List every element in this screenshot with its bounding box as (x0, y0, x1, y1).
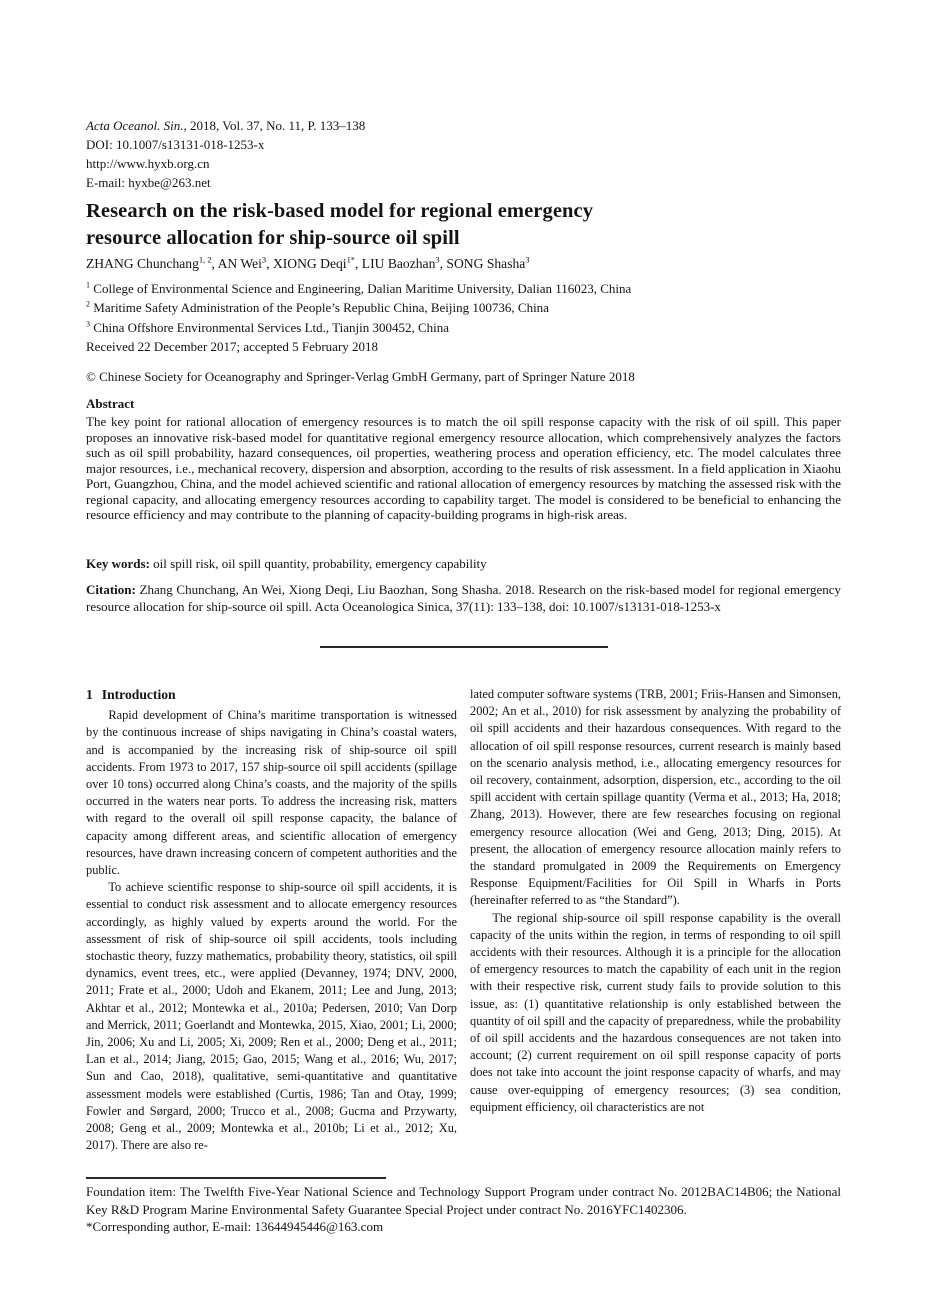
author-affil-sup: 1* (346, 254, 355, 265)
author-name: LIU Baozhan (361, 256, 436, 271)
copyright-line: © Chinese Society for Oceanography and Springer-Verlag GmbH Germany, part of Springer Nature 2018 (86, 369, 635, 384)
title-line-2: resource allocation for ship-source oil spill (86, 227, 460, 249)
journal-email: E-mail: hyxbe@263.net (86, 175, 211, 190)
title-line-1: Research on the risk-based model for regional emergency (86, 200, 594, 222)
journal-volume-line (86, 116, 841, 135)
author-separator: , (211, 256, 218, 271)
footnote-block (86, 1183, 841, 1236)
right-column (470, 686, 841, 1177)
author-name: XIONG Deqi (272, 256, 347, 271)
paragraph: The regional ship-source oil spill response capability is the overall capacity of the units within the region, in terms of responding to oil spill accidents with their resources. Although it is a principle for the allocation of emergency resources to match the capability of each unit in the region with their respective risk, current study fails to provide solution to this issue, as: (1) quantitative relationship is only established between the quantity of oil spill and the capacity of preparedness, while the probability of oil spill accidents and the hazardous consequences are not taken into account; (2) current requirement on oil spill response capacity of ports does not take into account the joint response capacity of wharfs, and may cause over-equipping of emergency resources; (3) sea condition, equipment efficiency, oil characteristics are not (470, 910, 841, 1114)
affiliation-line (86, 279, 841, 298)
author (446, 256, 529, 271)
volume-info: , 2018, Vol. 37, No. 11, P. 133–138 (183, 118, 366, 133)
author-affil-sup: 3 (525, 254, 530, 265)
section-divider (320, 646, 608, 648)
doi-line: DOI: 10.1007/s13131-018-1253-x (86, 137, 265, 152)
citation-text: Zhang Chunchang, An Wei, Xiong Deqi, Liu Baozhan, Song Shasha. 2018. Research on the risk-based model for regional emergency resource allocation for ship-source oil spill. Acta Oceanologica Sinica, 37(11): 133–138, doi: 10.1007/s13131-018-1253-x (86, 582, 841, 614)
keywords-label: Key words: (86, 556, 150, 571)
author (218, 256, 273, 271)
affiliation-line (86, 318, 841, 337)
author (362, 256, 447, 271)
author-affil-sup: 3 (261, 254, 267, 265)
affiliation-sup: 3 (86, 319, 91, 329)
left-column (86, 686, 457, 1177)
author-name: AN Wei (217, 256, 262, 271)
corresponding-author: *Corresponding author, E-mail: 13644945446@163.com (86, 1219, 384, 1234)
article-body (86, 686, 841, 1177)
journal-name: Acta Oceanol. Sin. (86, 118, 184, 133)
paragraph: Rapid development of China’s maritime transportation is witnessed by the continuous increase of ships navigating in China’s coastal waters, and is accompanied by the increasing risk of ship-source oil spill accidents. From 1973 to 2017, 157 ship-source oil spill accidents (spillage over 10 tons) occurred along China’s coasts, and the majority of the spills occurred in the waters near ports. To address the increasing risk, matters with regard to the overall oil spill response capacity, the balance of capacity among different areas, and scientific allocation of emergency resources, have drawn increasing concern of competent authorities and the public. (86, 708, 457, 878)
citation-label: Citation: (86, 582, 136, 597)
footnote-divider (86, 1177, 386, 1179)
author (86, 256, 218, 271)
paragraph: lated computer software systems (TRB, 2001; Friis-Hansen and Simonsen, 2002; An et al., 2010) for risk assessment by analyzing the probability of oil spill accidents and their hazardous consequences. With regard to the allocation of oil spill response resources, current research is mainly based on the scenario analysis method, i.e., allocating emergency resources for oil recovery, containment, adsorption, dispersion, etc., according to the oil spill accident with certain spillage quantity (Verma et al., 2013; Ha, 2018; Zhang, 2013). However, there are few researches focusing on regional emergency resource allocation (Wei and Geng, 2013; Ding, 2015). At present, the allocation of emergency resource allocation mainly refers to the standard promulgated in 2009 the Requirements on Emergency Response Equipment/Facilities for Oil Spill in Wharfs in Ports (hereinafter referred to as “the Standard”). (470, 687, 841, 908)
affiliation-sup: 2 (86, 299, 91, 309)
author-separator: , (354, 256, 362, 271)
author-affil-sup: 1, 2 (198, 254, 212, 265)
abstract-text: The key point for rational allocation of emergency resources is to match the oil spill response capacity with the risk of oil spill. This paper proposes an innovative risk-based model for quantitative regional emergency resource allocation, which comprehensively analyzes the factors such as oil spill probability, hazard consequences, oil properties, weathering process and operation efficiency, etc. The model calculates three major resources, i.e., mechanical recovery, dispersion and absorption, according to the results of risk assessment. In a field application in Xiaohu Port, Guangzhou, China, and the model achieved scientific and rational allocation of emergency resources by matching the assessed risk with the regional capacity, and allocating emergency resources according to capability target. The model is considered to be beneficial to enhancing the resource efficiency and may contribute to the planning of capacity-building programs in high-risk areas. (86, 414, 841, 522)
author-separator: , (266, 256, 273, 271)
affiliation-text: China Offshore Environmental Services Ltd., Tianjin 300452, China (90, 319, 450, 335)
foundation-item: Foundation item: The Twelfth Five-Year National Science and Technology Support Program under contract No. 2012BAC14B06; the National Key R&D Program Marine Environmental Safety Guarantee Special Project under contract No. 2016YFC1402306. (86, 1184, 841, 1217)
author-separator: , (439, 256, 447, 271)
journal-url: http://www.hyxb.org.cn (86, 156, 210, 171)
abstract-heading: Abstract (86, 396, 135, 411)
section-number: 1 (86, 687, 93, 702)
masthead (86, 116, 841, 192)
citation-block (86, 582, 841, 615)
affiliation-text: Maritime Safety Administration of the People’s Republic China, Beijing 100736, China (90, 300, 549, 316)
paragraph: To achieve scientific response to ship-source oil spill accidents, it is essential to conduct risk assessment and to allocate emergency resources accordingly, as highly valued by experts around the world. For the assessment of risk of ship-source oil spill accidents, tools including stochastic theory, fuzzy mathematics, probability theory, statistics, oil spill dynamics, event trees, etc., were applied (Devanney, 1974; DNV, 2000, 2011; Frate et al., 2000; Udoh and Ekanem, 2011; Lee and Jung, 2013; Akhtar et al., 2012; Montewka et al., 2010a; Pedersen, 2010; Van Dorp and Merrick, 2011; Goerlandt and Montewka, 2015, Xiao, 2001; Li, 2000; Jin, 2006; Xu and Li, 2005; Xi, 2009; Ren et al., 2000; Deng et al., 2011; Lan et al., 2014; Jiang, 2015; Gao, 2015; Wang et al., 2016; Wu, 2017; Sun and Cao, 2018), qualitative, semi-quantitative and quantitative assessment models were established (Curtis, 1986; Tan and Otay, 1999; Fowler and Sørgard, 2000; Trucco et al., 2008; Gucma and Przywarty, 2008; Geng et al., 2009; Montewka et al., 2010b; Li et al., 2012; Xu, 2017). There are also re- (86, 880, 457, 1153)
section-heading-introduction (86, 686, 457, 703)
author-name: ZHANG Chunchang (86, 256, 199, 271)
affiliations (86, 279, 841, 337)
received-line: Received 22 December 2017; accepted 5 February 2018 (86, 339, 379, 354)
affiliation-text: College of Environmental Science and Engineering, Dalian Maritime University, Dalian 116023, China (90, 281, 632, 296)
page-title (86, 198, 841, 252)
affiliation-line (86, 298, 841, 317)
affiliation-sup: 1 (86, 280, 91, 290)
section-title: Introduction (101, 687, 176, 702)
author-name: SONG Shasha (446, 256, 526, 271)
authors-line (86, 256, 841, 272)
author (273, 256, 362, 271)
author-affil-sup: 3 (435, 254, 440, 265)
keywords-line (86, 556, 841, 572)
keywords-text: oil spill risk, oil spill quantity, probability, emergency capability (149, 556, 487, 571)
